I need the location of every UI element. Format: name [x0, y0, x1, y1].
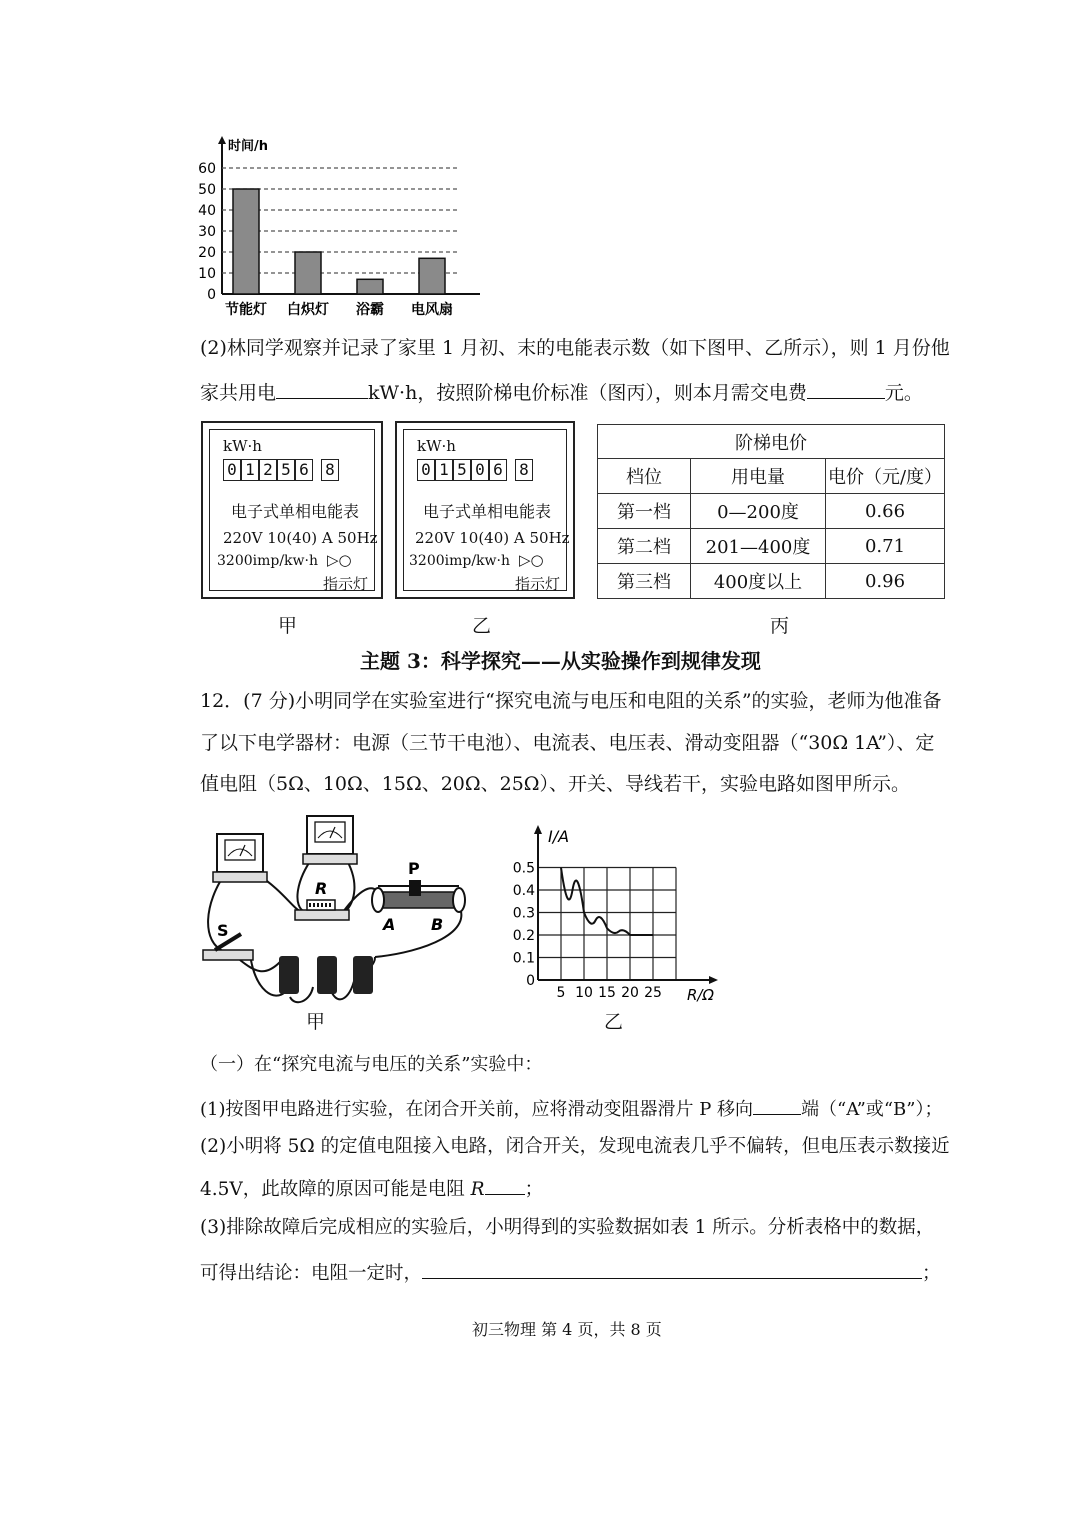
- y-tick-label: 0: [526, 973, 535, 989]
- q2-line2-a: 家共用电: [200, 382, 277, 404]
- meter-imp: 3200imp/kw·h: [409, 553, 510, 569]
- meter-spec: 220V 10(40) A 50Hz: [415, 529, 570, 547]
- meter-digit: 0: [471, 459, 489, 481]
- meter-digit: 1: [241, 459, 259, 481]
- meter-digit: 0: [223, 459, 241, 481]
- table-row: [598, 564, 945, 599]
- q12-line3: 值电阻（5Ω、10Ω、15Ω、20Ω、25Ω）、开关、导线若干，实验电路如图甲所示。: [200, 773, 911, 795]
- meter-digit: 6: [489, 459, 507, 481]
- x-axis-arrow-icon: [709, 976, 718, 984]
- y-tick-label: 30: [198, 224, 216, 240]
- rheostat-icon: [372, 880, 465, 912]
- label-A: A: [383, 915, 396, 934]
- part1-q1-a: (1)按图甲电路进行实验，在闭合开关前，应将滑动变阻器滑片 P 移向: [200, 1099, 754, 1120]
- meter-unit: kW·h: [417, 437, 456, 455]
- q2-line2-b: kW·h，按照阶梯电价标准（图丙），则本月需交电费: [368, 382, 807, 404]
- tier-cell: 0—200度: [691, 494, 826, 529]
- tier-table-title: 阶梯电价: [598, 425, 945, 459]
- meter-digit-decimal: 8: [515, 459, 533, 481]
- y-tick-label: 0.2: [512, 928, 535, 944]
- answer-blank-fee[interactable]: [807, 380, 885, 399]
- meter-digits: [223, 459, 339, 481]
- y-axis-arrow-icon: [218, 136, 226, 144]
- bar-1: [295, 252, 321, 294]
- y-tick-label: 0.3: [512, 905, 535, 922]
- page-footer: 初三物理 第 4 页，共 8 页: [472, 1320, 662, 1339]
- part1-q3-line1: (3)排除故障后完成相应的实验后，小明得到的实验数据如表 1 所示。分析表格中的数据，: [200, 1217, 935, 1238]
- meter-digit: 2: [259, 459, 277, 481]
- x-tick-label: 25: [644, 985, 662, 1001]
- y-tick-label: 40: [198, 203, 216, 219]
- q12-line2: 了以下电学器材：电源（三节干电池）、电流表、电压表、滑动变阻器（“30Ω 1A”）、定: [200, 732, 935, 754]
- battery-icon: [279, 956, 373, 994]
- part1-q2-symbol-r: R: [470, 1179, 485, 1200]
- part1-q3-line2: [200, 1262, 941, 1284]
- q12-line1: 12．(7 分)小明同学在实验室进行“探究电流与电压和电阻的关系”的实验，老师为他准备: [200, 690, 942, 712]
- meter-name: 电子式单相电能表: [423, 502, 552, 521]
- part1-q3-line2-b: ；: [922, 1263, 941, 1284]
- x-tick-label: 电风扇: [411, 302, 453, 318]
- tier-cell: 400度以上: [691, 564, 826, 599]
- label-P: P: [408, 859, 420, 878]
- meter-name: 电子式单相电能表: [231, 502, 360, 521]
- y-tick-label: 0.1: [512, 950, 535, 967]
- usage-time-bar-chart: [190, 128, 500, 323]
- ammeter-icon: [213, 834, 267, 882]
- q2-line1: (2)林同学观察并记录了家里 1 月初、末的电能表示数（如下图甲、乙所示），则 1 月份他: [200, 337, 950, 359]
- caption-yi: 乙: [472, 615, 492, 637]
- table-row: [598, 529, 945, 564]
- x-tick-label: 白炽灯: [287, 302, 329, 318]
- part1-q2-line2-b: ；: [524, 1179, 544, 1200]
- x-tick-label: 15: [598, 985, 616, 1001]
- caption-graph-yi: 乙: [604, 1011, 624, 1033]
- x-tick-label: 20: [621, 985, 639, 1001]
- part1-heading: （一）在“探究电流与电压的关系”实验中：: [200, 1054, 543, 1075]
- bar-2: [357, 279, 383, 294]
- part1-q2-line2-a: 4.5V，此故障的原因可能是电阻: [200, 1179, 471, 1200]
- indicator-light-icon: ▷○: [519, 551, 544, 569]
- tier-header: 电价（元/度）: [826, 459, 945, 494]
- meter-digit: 1: [435, 459, 453, 481]
- indicator-light-icon: ▷○: [327, 551, 352, 569]
- tier-cell: 第一档: [598, 494, 691, 529]
- tier-header: 用电量: [691, 459, 826, 494]
- part1-q2-line2: [200, 1178, 543, 1200]
- part1-q3-line2-a: 可得出结论：电阻一定时，: [200, 1263, 423, 1284]
- q2-line2: [200, 380, 923, 403]
- answer-blank-conclusion[interactable]: [422, 1262, 922, 1279]
- meter-digit: 6: [295, 459, 313, 481]
- meter-indicator-label: 指示灯: [323, 575, 369, 593]
- x-tick-label: 10: [575, 985, 593, 1001]
- tier-cell: 201—400度: [691, 529, 826, 564]
- y-axis-arrow-icon: [534, 825, 542, 834]
- bar-0: [233, 189, 259, 294]
- q2-line2-c: 元。: [884, 382, 923, 404]
- tier-cell: 0.66: [826, 494, 945, 529]
- part1-q1: [200, 1098, 942, 1119]
- y-tick-label: 0.5: [512, 860, 535, 877]
- label-S: S: [217, 921, 229, 940]
- x-tick-label: 5: [556, 985, 566, 1001]
- caption-circuit-jia: 甲: [306, 1011, 326, 1033]
- y-tick-label: 0: [207, 287, 216, 303]
- caption-jia: 甲: [278, 615, 298, 637]
- meter-digit: 5: [453, 459, 471, 481]
- meter-yi: [395, 421, 575, 599]
- x-tick-label: 节能灯: [225, 302, 267, 318]
- circuit-diagram: [195, 812, 475, 1007]
- y-tick-label: 10: [198, 266, 216, 282]
- y-axis-label: 时间/h: [228, 139, 269, 154]
- meter-indicator-label: 指示灯: [515, 575, 561, 593]
- part1-q2-line1: (2)小明将 5Ω 的定值电阻接入电路，闭合开关，发现电流表几乎不偏转，但电压表示数接近: [200, 1136, 950, 1157]
- label-R: R: [315, 879, 328, 898]
- meter-digit-decimal: 8: [321, 459, 339, 481]
- answer-blank-end[interactable]: [753, 1098, 801, 1115]
- y-axis-label: I/A: [548, 827, 570, 846]
- section-title: 主题 3：科学探究——从实验操作到规律发现: [360, 649, 761, 673]
- table-row: [598, 494, 945, 529]
- x-axis-label: R/Ω: [687, 986, 714, 1004]
- label-B: B: [431, 915, 444, 934]
- tier-cell: 第二档: [598, 529, 691, 564]
- meter-imp: 3200imp/kw·h: [217, 553, 318, 569]
- tier-price-table: [597, 424, 945, 599]
- y-tick-label: 50: [198, 182, 216, 198]
- meter-spec: 220V 10(40) A 50Hz: [223, 529, 378, 547]
- y-tick-label: 20: [198, 245, 216, 261]
- bar-3: [419, 258, 445, 294]
- meter-digit: 0: [417, 459, 435, 481]
- y-tick-label: 60: [198, 161, 216, 177]
- y-tick-label: 0.4: [512, 883, 535, 899]
- tier-cell: 0.71: [826, 529, 945, 564]
- caption-bing: 丙: [770, 615, 790, 637]
- meter-jia: [201, 421, 383, 599]
- meter-digits: [417, 459, 533, 481]
- x-tick-label: 浴霸: [356, 302, 384, 318]
- meter-unit: kW·h: [223, 437, 262, 455]
- voltmeter-icon: [303, 816, 357, 864]
- current-resistance-graph: [505, 820, 730, 1010]
- tier-header: 档位: [598, 459, 691, 494]
- answer-blank-fault[interactable]: [485, 1178, 525, 1195]
- tier-cell: 0.96: [826, 564, 945, 599]
- part1-q1-b: 端（“A”或“B”）；: [801, 1099, 943, 1120]
- tier-cell: 第三档: [598, 564, 691, 599]
- answer-blank-usage[interactable]: [276, 380, 368, 399]
- meter-digit: 5: [277, 459, 295, 481]
- resistor-icon: [295, 900, 349, 920]
